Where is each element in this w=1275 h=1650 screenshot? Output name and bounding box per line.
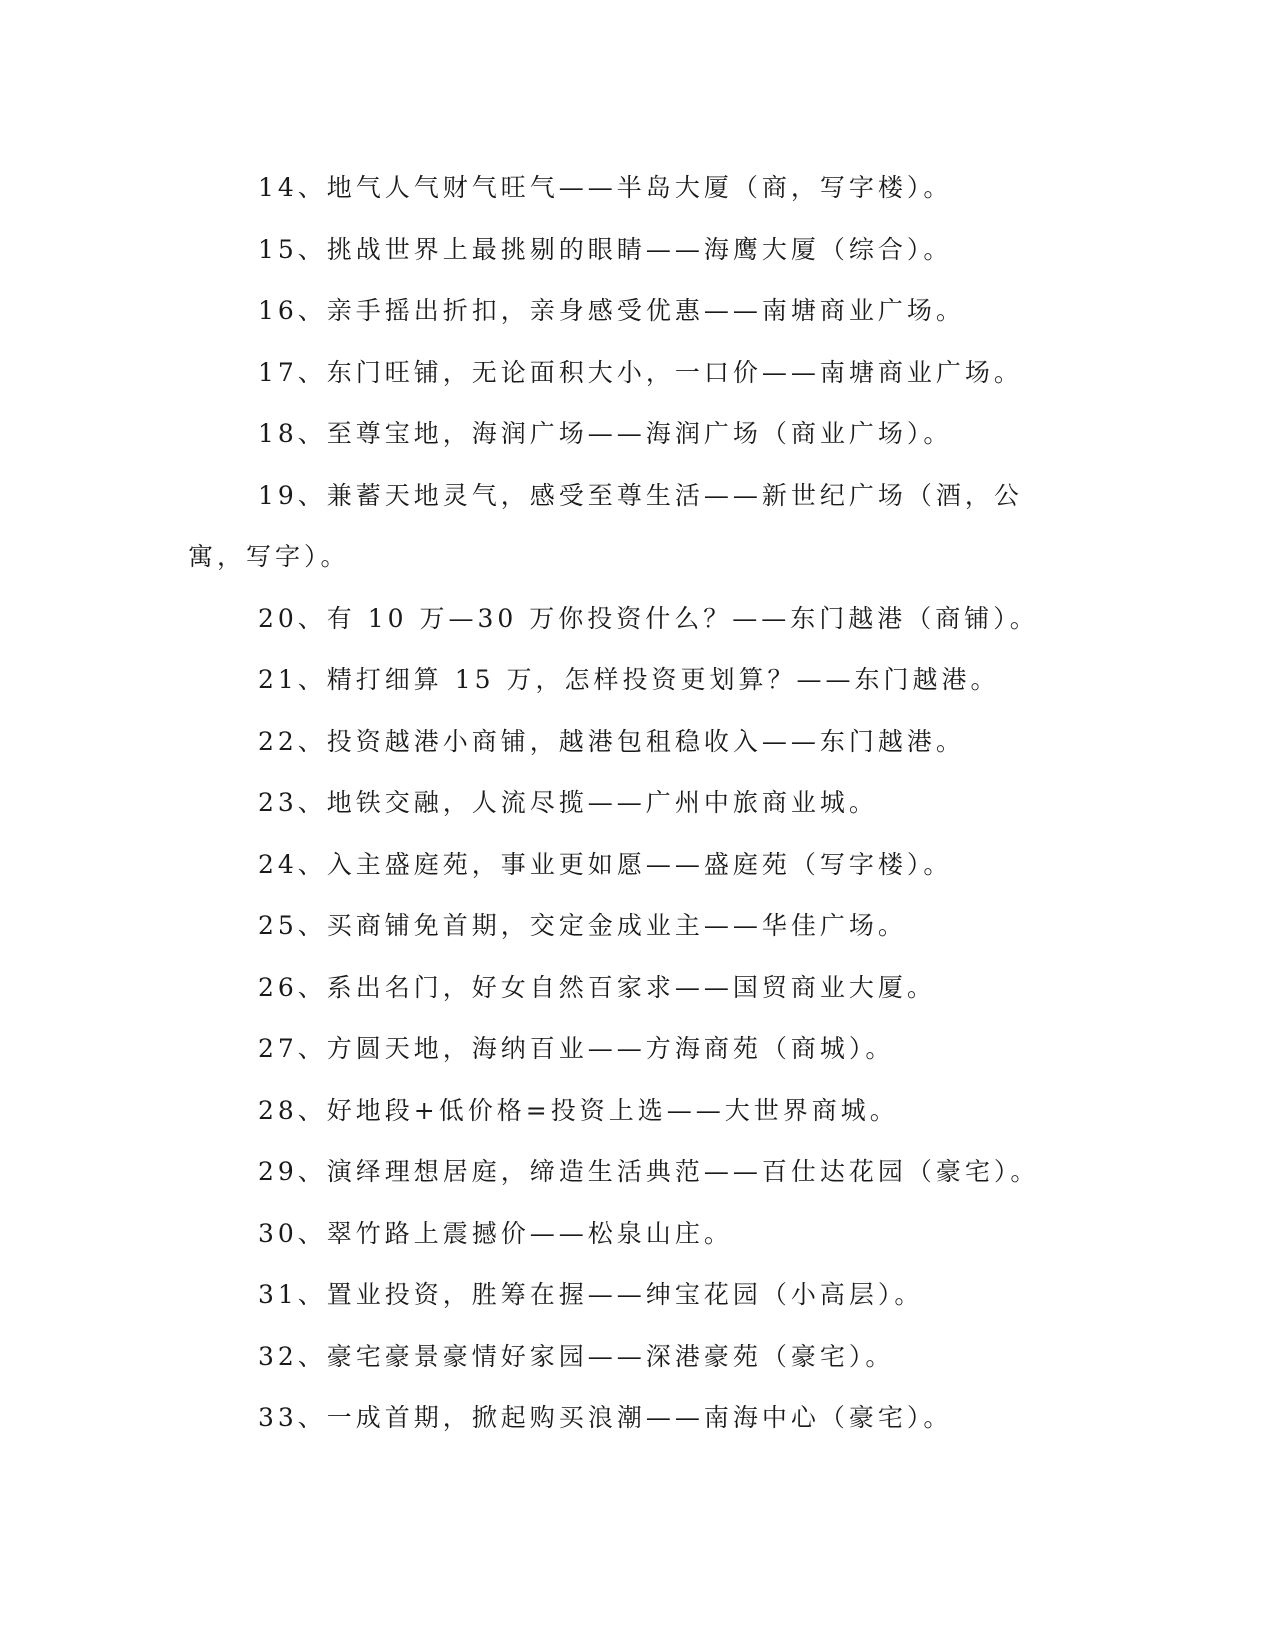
list-item: 22、投资越港小商铺，越港包租稳收入——东门越港。 xyxy=(258,726,965,756)
document-body xyxy=(188,157,1068,1449)
list-item: 30、翠竹路上震撼价——松泉山庄。 xyxy=(258,1218,733,1248)
list-item: 23、地铁交融，人流尽揽——广州中旅商业城。 xyxy=(258,788,878,817)
list-item: 32、豪宅豪景豪情好家园——深港豪苑（豪宅）。 xyxy=(258,1341,895,1371)
list-item: 33、一成首期，掀起购买浪潮——南海中心（豪宅）。 xyxy=(258,1403,953,1432)
list-item: 20、有 10 万—30 万你投资什么？——东门越港（商铺）。 xyxy=(258,603,1039,633)
list-item: 17、东门旺铺，无论面积大小，一口价——南塘商业广场。 xyxy=(258,357,1023,387)
list-item: 18、至尊宝地，海润广场——海润广场（商业广场）。 xyxy=(258,419,953,448)
list-item: 25、买商铺免首期，交定金成业主——华佳广场。 xyxy=(258,911,907,940)
list-item: 31、置业投资，胜筹在握——绅宝花园（小高层）。 xyxy=(258,1280,924,1309)
list-item: 29、演绎理想居庭，缔造生活典范——百仕达花园（豪宅）。 xyxy=(258,1157,1040,1186)
list-item: 27、方圆天地，海纳百业——方海商苑（商城）。 xyxy=(258,1034,895,1063)
list-item: 15、挑战世界上最挑剔的眼睛——海鹰大厦（综合）。 xyxy=(258,234,953,264)
list-item: 14、地气人气财气旺气——半岛大厦（商，写字楼）。 xyxy=(258,173,953,202)
list-item: 19、兼蓄天地灵气，感受至尊生活——新世纪广场（酒，公寓，写字）。 xyxy=(188,480,1023,571)
list-item: 28、好地段+低价格=投资上选——大世界商城。 xyxy=(258,1095,899,1125)
list-item: 21、精打细算 15 万，怎样投资更划算？——东门越港。 xyxy=(258,665,1000,694)
list-item: 16、亲手摇出折扣，亲身感受优惠——南塘商业广场。 xyxy=(258,296,965,325)
list-item: 26、系出名门，好女自然百家求——国贸商业大厦。 xyxy=(258,972,936,1002)
list-item: 24、入主盛庭苑，事业更如愿——盛庭苑（写字楼）。 xyxy=(258,849,953,879)
